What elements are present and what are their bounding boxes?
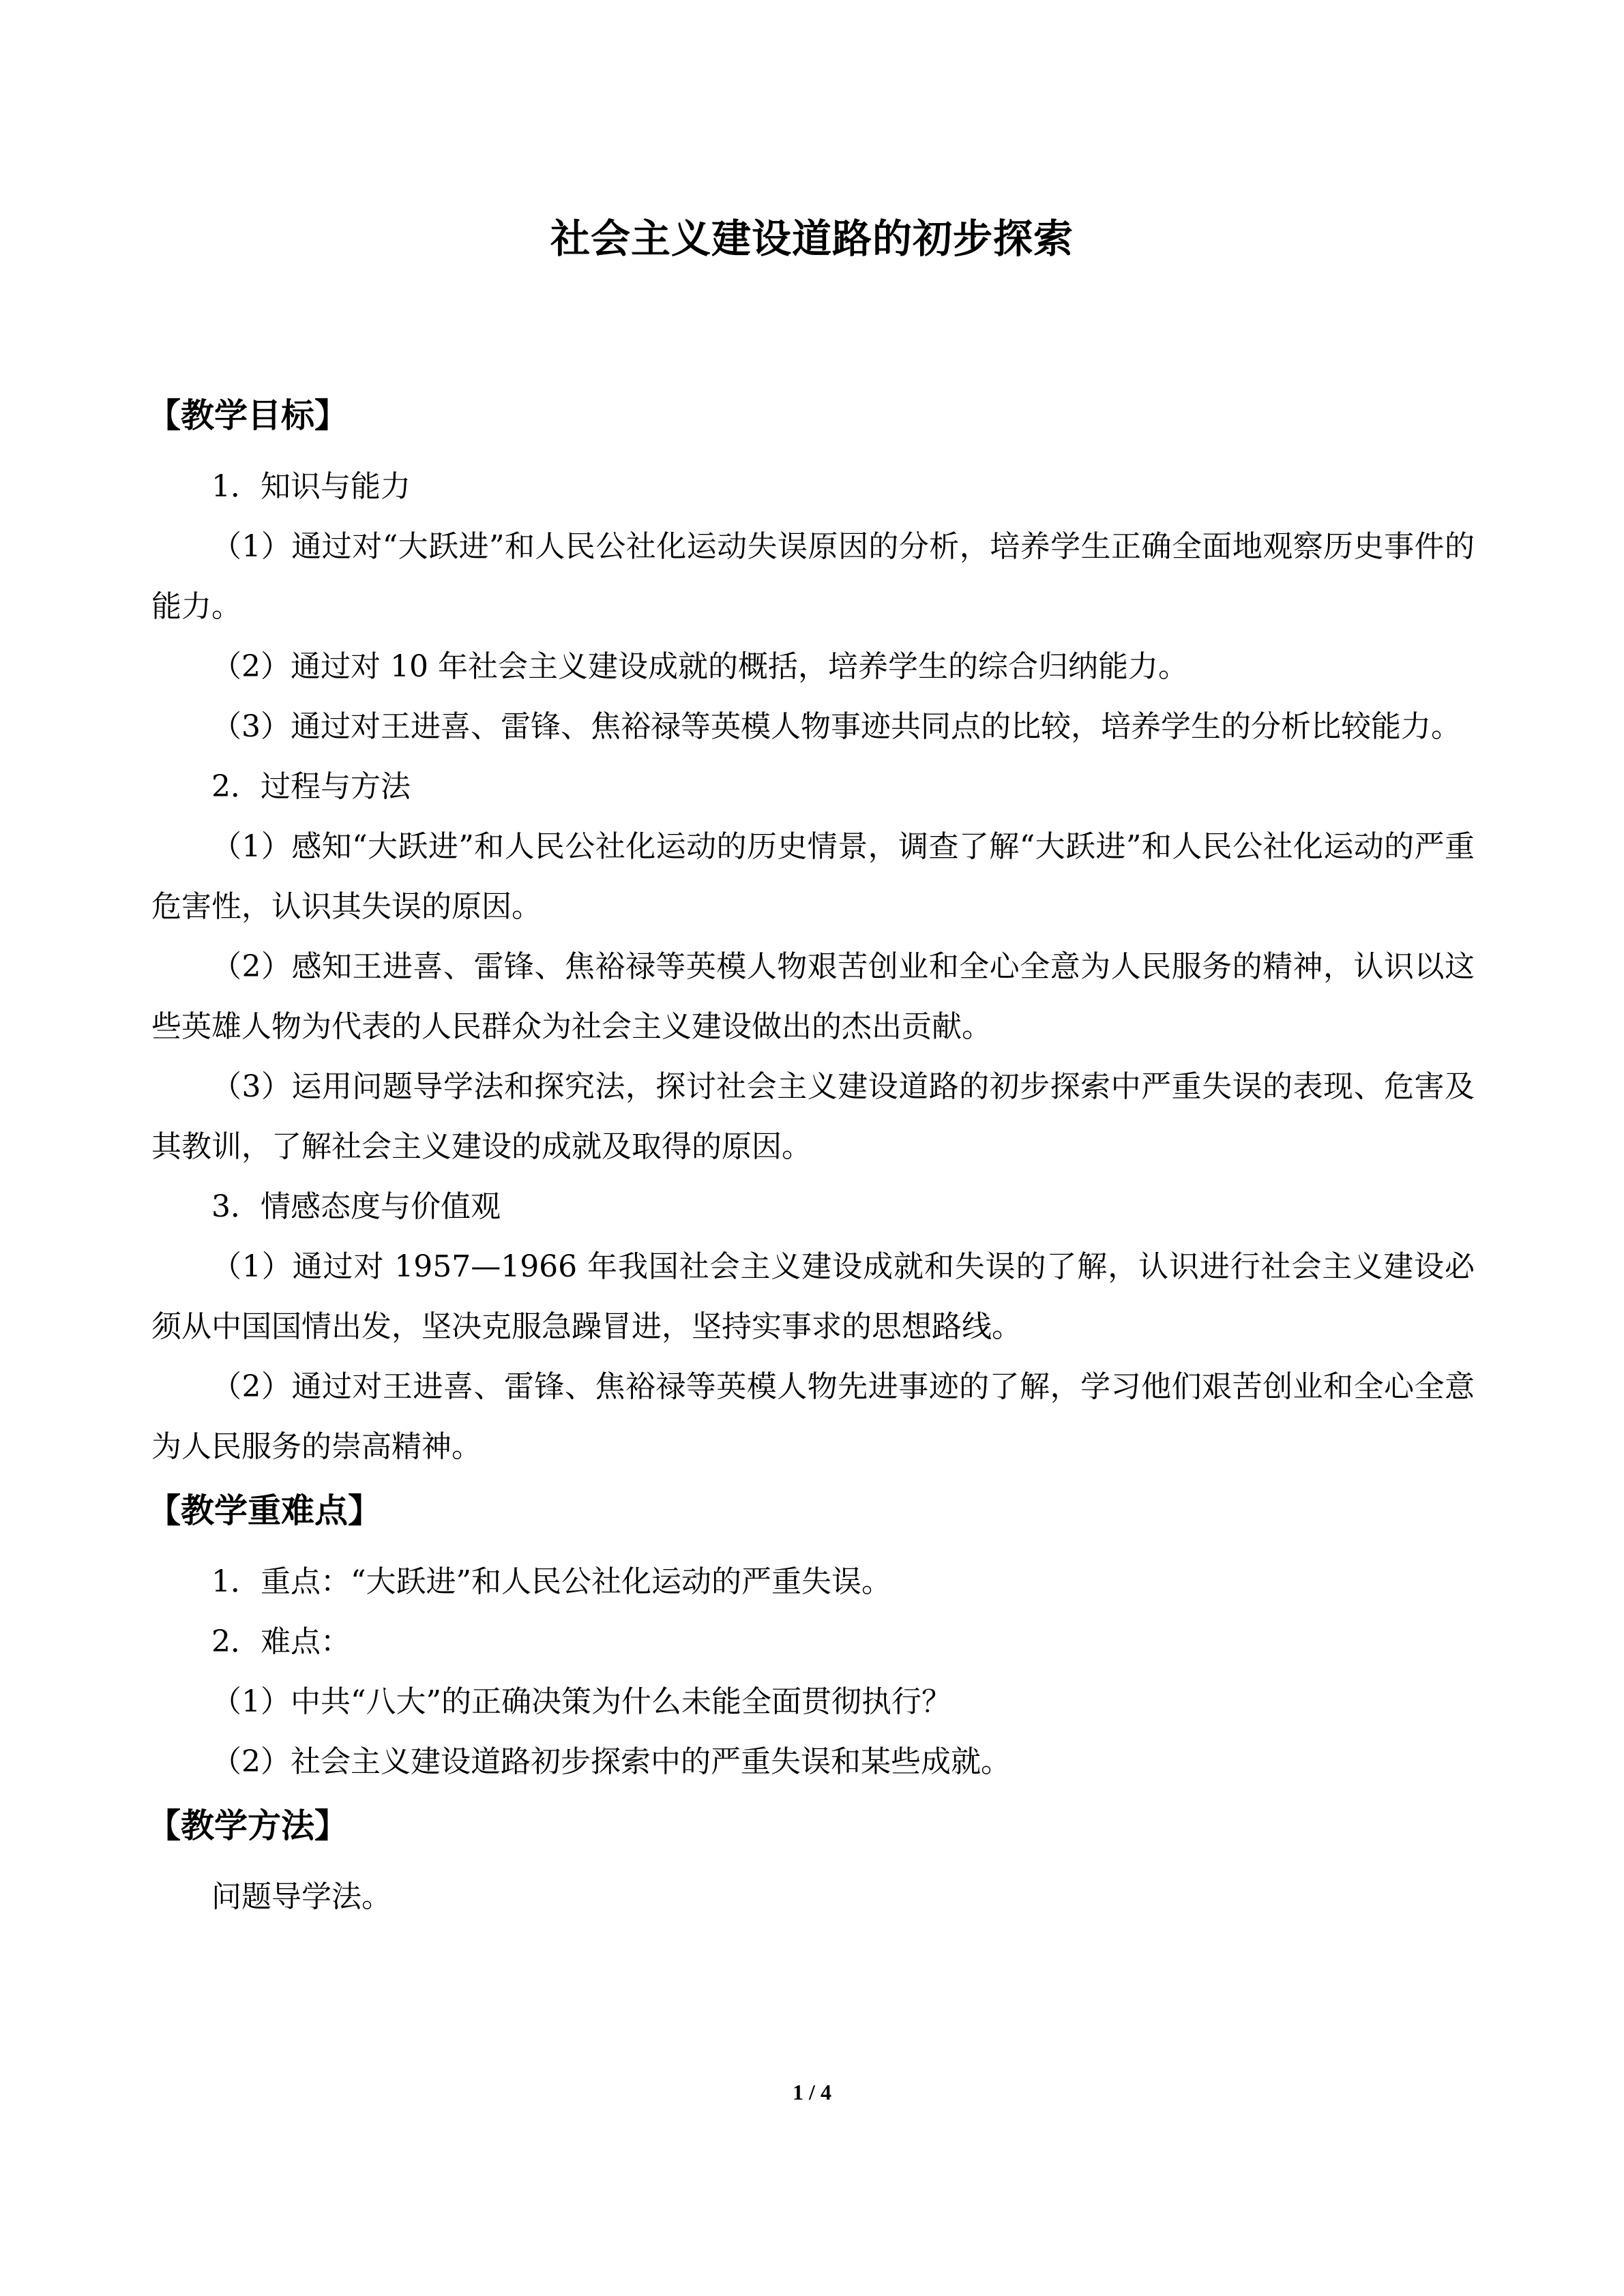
paragraph: （2）通过对 10 年社会主义建设成就的概括，培养学生的综合归纳能力。 <box>211 649 1188 684</box>
paragraph: （2）社会主义建设道路初步探索中的严重失误和某些成就。 <box>211 1744 1011 1779</box>
paragraph: 3．情感态度与价值观 <box>211 1189 501 1224</box>
page-number: 1 / 4 <box>793 2080 831 2104</box>
paragraph: （2）感知王进喜、雷锋、焦裕禄等英模人物艰苦创业和全心全意为人民服务的精神，认识以这些英雄人物为代表的人民群众为社会主义建设做出的杰出贡献。 <box>151 949 1475 1044</box>
paragraph: （1）感知“大跃进”和人民公社化运动的历史情景，调查了解“大跃进”和人民公社化运动的严重危害性，认识其失误的原因。 <box>151 829 1475 924</box>
paragraph: 问题导学法。 <box>211 1879 392 1914</box>
section-heading-key-points: 【教学重难点】 <box>147 1491 382 1530</box>
paragraph: 2．难点： <box>211 1624 351 1659</box>
paragraph: 1．知识与能力 <box>211 469 411 504</box>
document-title: 社会主义建设道路的初步探索 <box>550 215 1074 262</box>
document-body <box>147 382 1475 1927</box>
paragraph: 2．过程与方法 <box>211 769 411 804</box>
paragraph: （3）运用问题导学法和探究法，探讨社会主义建设道路的初步探索中严重失误的表现、危害及其教训，了解社会主义建设的成就及取得的原因。 <box>151 1069 1475 1164</box>
paragraph: （1）通过对 1957—1966 年我国社会主义建设成就和失误的了解，认识进行社会主义建设必须从中国国情出发，坚决克服急躁冒进，坚持实事求的思想路线。 <box>151 1249 1475 1344</box>
section-heading-objectives: 【教学目标】 <box>147 396 349 435</box>
paragraph: （1）通过对“大跃进”和人民公社化运动失误原因的分析，培养学生正确全面地观察历史事件的能力。 <box>151 529 1475 624</box>
paragraph: 1．重点：“大跃进”和人民公社化运动的严重失误。 <box>211 1564 891 1599</box>
paragraph: （1）中共“八大”的正确决策为什么未能全面贯彻执行？ <box>211 1684 951 1719</box>
section-heading-methods: 【教学方法】 <box>147 1806 349 1845</box>
paragraph: （3）通过对王进喜、雷锋、焦裕禄等英模人物事迹共同点的比较，培养学生的分析比较能力。 <box>211 709 1461 744</box>
paragraph: （2）通过对王进喜、雷锋、焦裕禄等英模人物先进事迹的了解，学习他们艰苦创业和全心全意为人民服务的崇高精神。 <box>151 1369 1475 1464</box>
